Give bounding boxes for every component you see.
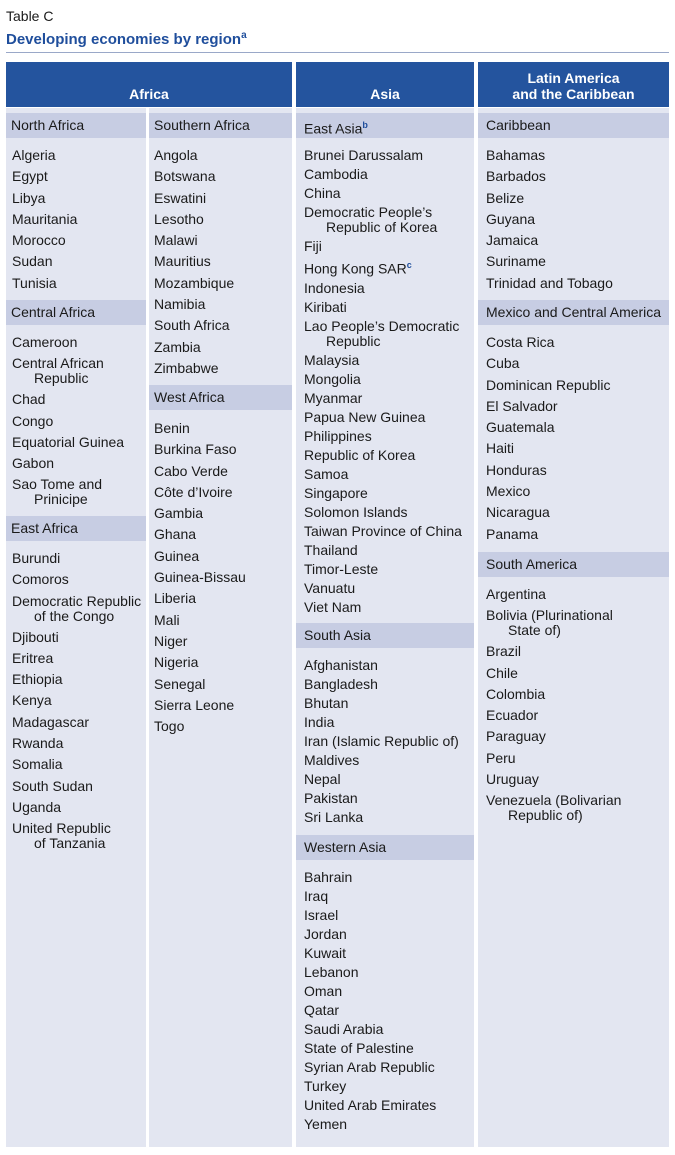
list-item: Maldives [304, 752, 360, 768]
list-item: Mauritius [154, 253, 211, 270]
west-africa-heading: West Africa [149, 385, 292, 410]
list-item: Malaysia [304, 351, 360, 368]
list-item: Egypt [12, 168, 48, 185]
list-item: Namibia [154, 296, 206, 313]
list-item: Chad [12, 391, 46, 408]
western-asia-heading: Western Asia [296, 835, 474, 860]
list-item: Colombia [486, 685, 546, 702]
list-item: Mauritania [12, 210, 78, 227]
list-item: Myanmar [304, 389, 363, 406]
list-item: Dominican Republic [486, 376, 611, 393]
list-item: Sao Tome and Prinicipe [12, 476, 103, 508]
east-asia-list [304, 146, 462, 617]
east-asia-heading: East Asia$^b$ [296, 113, 474, 138]
list-item: Saudi Arabia [304, 1021, 384, 1037]
list-item: Libya [12, 189, 46, 206]
list-item: China [304, 185, 341, 201]
list-item: India [304, 714, 335, 730]
list-item: Hong Kong SAR$^c$ [304, 260, 412, 277]
list-item: Democratic Republic of the Congo [12, 592, 142, 624]
list-item: Indonesia [304, 279, 365, 296]
list-item: Sudan [12, 253, 53, 270]
list-item: Ghana [154, 526, 197, 543]
south-america-list [486, 584, 621, 826]
list-item: El Salvador [486, 397, 558, 414]
list-item: Nigeria [154, 654, 199, 671]
table-title: Developing economies by region$^a$ [6, 30, 247, 48]
list-item: Cuba [486, 355, 520, 372]
list-item: Chile [486, 664, 518, 681]
list-item: Lesotho [154, 210, 204, 227]
list-item: Paraguay [486, 728, 546, 745]
list-item: Yemen [304, 1116, 348, 1132]
list-item: Malawi [154, 232, 198, 249]
list-item: Republic of Korea [304, 446, 416, 463]
list-item: Cameroon [12, 334, 78, 350]
caribbean-list [486, 145, 613, 294]
list-item: Tunisia [12, 274, 57, 291]
list-item: Bhutan [304, 695, 349, 711]
list-item: Timor-Leste [304, 560, 379, 577]
east-africa-list [12, 548, 141, 854]
list-item: Brunei Darussalam [304, 147, 424, 163]
list-item: South Sudan [12, 777, 93, 794]
list-item: Brazil [486, 643, 522, 660]
south-asia-list [304, 656, 459, 827]
list-item: Niger [154, 632, 188, 649]
list-item: Algeria [12, 147, 56, 163]
list-item: Uruguay [486, 771, 539, 788]
list-item: Syrian Arab Republic [304, 1059, 435, 1075]
list-item: Kenya [12, 692, 52, 709]
list-item: Cambodia [304, 166, 368, 182]
list-item: Ethiopia [12, 671, 63, 688]
southern-africa-list [154, 145, 234, 379]
list-item: Nepal [304, 771, 341, 787]
list-item: Liberia [154, 590, 197, 607]
list-item: Philippines [304, 427, 372, 444]
southern-africa-heading: Southern Africa [149, 113, 292, 138]
list-item: Eritrea [12, 649, 54, 666]
list-item: Guinea-Bissau [154, 569, 246, 586]
central-america-heading: Mexico and Central America [478, 300, 669, 325]
east-africa-heading: East Africa [6, 516, 146, 541]
list-item: Sri Lanka [304, 809, 364, 825]
list-item: Botswana [154, 168, 216, 185]
list-item: Gambia [154, 505, 204, 522]
list-item: Venezuela (Bolivarian Republic of) [486, 792, 622, 824]
list-item: Honduras [486, 461, 547, 478]
south-asia-heading: South Asia [296, 623, 474, 648]
list-item: Costa Rica [486, 334, 555, 350]
list-item: Kuwait [304, 945, 347, 961]
list-item: Sierra Leone [154, 696, 235, 713]
list-item: Vanuatu [304, 579, 356, 596]
list-item: Jamaica [486, 232, 539, 249]
list-item: Panama [486, 525, 539, 542]
africa-header: Africa [6, 62, 292, 107]
list-item: Papua New Guinea [304, 408, 426, 425]
title-rule [6, 52, 669, 53]
list-item: Djibouti [12, 628, 59, 645]
list-item: Central African Republic [12, 355, 104, 387]
list-item: Guatemala [486, 419, 555, 436]
list-item: Morocco [12, 232, 66, 249]
west-africa-list [154, 418, 246, 737]
list-item: Equatorial Guinea [12, 433, 125, 450]
list-item: Bahamas [486, 147, 546, 163]
list-item: Trinidad and Tobago [486, 274, 613, 291]
list-item: Iraq [304, 888, 329, 904]
list-item: Mozambique [154, 274, 235, 291]
list-item: Argentina [486, 586, 546, 602]
list-item: Gabon [12, 455, 55, 472]
list-item: Côte d’Ivoire [154, 483, 233, 500]
list-item: Mexico [486, 483, 531, 500]
list-item: Democratic People’s Republic of Korea [304, 204, 438, 235]
list-item: Pakistan [304, 790, 358, 806]
list-item: Afghanistan [304, 657, 378, 673]
north-africa-list [12, 145, 77, 294]
list-item: Kiribati [304, 298, 347, 315]
list-item: Solomon Islands [304, 503, 408, 520]
north-africa-heading: North Africa [6, 113, 146, 138]
list-item: Mali [154, 611, 180, 628]
list-item: State of Palestine [304, 1040, 414, 1056]
list-item: United Arab Emirates [304, 1097, 437, 1113]
list-item: Oman [304, 983, 343, 999]
list-item: Turkey [304, 1078, 347, 1094]
list-item: Guinea [154, 547, 200, 564]
central-africa-list [12, 332, 124, 510]
list-item: Lao People’s Democratic Republic [304, 317, 460, 349]
list-item: Ecuador [486, 707, 539, 724]
caribbean-heading: Caribbean [478, 113, 669, 138]
list-item: Zimbabwe [154, 359, 219, 376]
list-item: Suriname [486, 253, 546, 270]
list-item: Bahrain [304, 869, 353, 885]
list-item: Somalia [12, 756, 63, 773]
asia-header: Asia [296, 62, 474, 107]
list-item: Zambia [154, 338, 201, 355]
list-item: Madagascar [12, 713, 90, 730]
list-item: Angola [154, 147, 198, 163]
list-item: Togo [154, 718, 185, 735]
list-item: Viet Nam [304, 598, 362, 615]
list-item: Taiwan Province of China [304, 522, 462, 539]
latam-header: Latin America and the Caribbean [478, 62, 669, 107]
list-item: Comoros [12, 571, 69, 588]
list-item: Burundi [12, 550, 61, 566]
list-item: Israel [304, 907, 339, 923]
south-america-heading: South America [478, 552, 669, 577]
list-item: Bangladesh [304, 676, 378, 692]
list-item: Congo [12, 412, 54, 429]
list-item: Haiti [486, 440, 515, 457]
list-item: South Africa [154, 317, 230, 334]
list-item: Senegal [154, 675, 206, 692]
list-item: Cabo Verde [154, 462, 228, 479]
list-item: Peru [486, 749, 516, 766]
list-item: Samoa [304, 465, 349, 482]
list-item: Iran (Islamic Republic of) [304, 733, 459, 749]
list-item: Nicaragua [486, 504, 550, 521]
list-item: Rwanda [12, 735, 64, 752]
list-item: Uganda [12, 798, 62, 815]
list-item: Qatar [304, 1002, 340, 1018]
list-item: Jordan [304, 926, 347, 942]
list-item: United Republic of Tanzania [12, 820, 111, 852]
central-america-list [486, 332, 611, 545]
list-item: Fiji [304, 238, 322, 254]
list-item: Barbados [486, 168, 546, 185]
list-item: Thailand [304, 541, 358, 558]
list-item: Burkina Faso [154, 441, 237, 458]
list-item: Singapore [304, 484, 368, 501]
central-africa-heading: Central Africa [6, 300, 146, 325]
western-asia-list [304, 868, 436, 1134]
table-label: Table C [6, 8, 54, 24]
list-item: Bolivia (Plurinational State of) [486, 607, 613, 639]
list-item: Lebanon [304, 964, 359, 980]
list-item: Mongolia [304, 370, 361, 387]
list-item: Eswatini [154, 189, 207, 206]
list-item: Guyana [486, 210, 536, 227]
list-item: Belize [486, 189, 525, 206]
list-item: Benin [154, 420, 190, 436]
